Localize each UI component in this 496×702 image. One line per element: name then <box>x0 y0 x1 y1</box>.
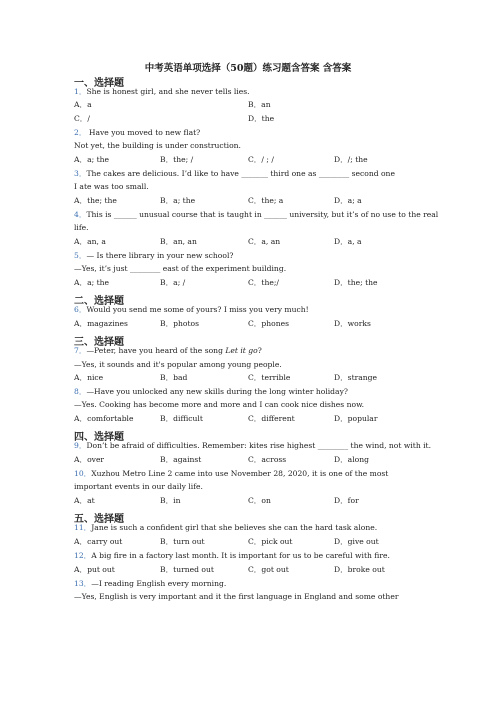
option-c: C．on <box>248 496 271 505</box>
question-number: 4． <box>74 210 87 219</box>
option-b: B．turn out <box>160 537 205 546</box>
question-5-line2: —Yes, it’s just ________ east of the experiment building. <box>74 264 287 273</box>
question-8 <box>74 387 348 397</box>
option-d: D．broke out <box>334 565 385 574</box>
question-text: Have you moved to new flat? <box>86 128 201 137</box>
option-a: A．put out <box>74 565 115 574</box>
question-number: 7． <box>74 346 87 355</box>
option-a: A．comfortable <box>74 414 134 423</box>
question-3-line2: I ate was too small. <box>74 182 149 191</box>
question-text: Xuzhou Metro Line 2 came into use November 28, 2020, it is one of the most <box>91 469 389 478</box>
option-a: A．over <box>74 455 105 464</box>
question-number: 10． <box>74 469 92 478</box>
option-d: D．/; the <box>334 155 368 164</box>
question-number: 13． <box>74 579 92 588</box>
question-number: 6． <box>74 305 87 314</box>
question-number: 1． <box>74 87 87 96</box>
question-text: —Peter, have you heard of the song <box>86 346 226 355</box>
question-text: —Have you unlocked any new skills during the long winter holiday? <box>86 387 348 396</box>
question-text: Jane is such a confident girl that she believes she can the hard task alone. <box>91 523 378 532</box>
option-d: D．the <box>248 114 275 123</box>
question-10 <box>74 469 388 479</box>
option-b: B．in <box>160 496 181 505</box>
question-text: — Is there library in your new school? <box>86 251 234 260</box>
option-d: D．the; the <box>334 278 378 287</box>
question-number: 12． <box>74 551 92 560</box>
question-12 <box>74 551 390 561</box>
option-a: A．a; the <box>74 278 110 287</box>
section-heading-4: 四、选择题 <box>74 432 124 443</box>
option-b: B．photos <box>160 319 200 328</box>
option-d: D．popular <box>334 414 378 423</box>
option-c: C．/ <box>74 114 90 123</box>
question-text: She is honest girl, and she never tells lies. <box>86 87 250 96</box>
option-b: B．difficult <box>160 414 203 423</box>
option-d: D．for <box>334 496 359 505</box>
option-b: B．an <box>248 100 271 109</box>
question-number: 11． <box>74 523 92 532</box>
option-c: C．a, an <box>248 237 281 246</box>
option-a: A．a <box>74 100 92 109</box>
question-number: 5． <box>74 251 87 260</box>
option-a: A．an, a <box>74 237 106 246</box>
option-c: C．/ ; / <box>248 155 274 164</box>
option-c: C．got out <box>248 565 289 574</box>
question-13-line2: —Yes, English is very important and it the first language in England and some other <box>74 592 399 601</box>
question-text: The cakes are delicious. I’d like to have _______ third one as ________ second one <box>86 169 395 178</box>
option-a: A．carry out <box>74 537 123 546</box>
question-text: Don’t be afraid of difficulties. Remember: kites rise highest ________ the wind, not with it. <box>86 441 432 450</box>
option-a: A．nice <box>74 373 104 382</box>
question-text-end: ? <box>257 346 262 355</box>
option-b: B．a; the <box>160 196 196 205</box>
question-2-line2: Not yet, the building is under construction. <box>74 141 241 150</box>
option-b: B．an, an <box>160 237 197 246</box>
option-a: A．a; the <box>74 155 110 164</box>
option-d: D．a, a <box>334 237 362 246</box>
section-heading-1: 一、选择题 <box>74 78 124 89</box>
question-10-line2: important events in our daily life. <box>74 482 203 491</box>
option-c: C．different <box>248 414 295 423</box>
section-heading-3: 三、选择题 <box>74 337 124 348</box>
question-7 <box>74 346 262 356</box>
question-3 <box>74 169 395 179</box>
question-text: A big fire in a factory last month. It is important for us to be careful with fire. <box>91 551 390 560</box>
option-a: A．at <box>74 496 95 505</box>
question-number: 8． <box>74 387 87 396</box>
option-c: C．phones <box>248 319 290 328</box>
question-number: 3． <box>74 169 87 178</box>
question-text: This is ______ unusual course that is taught in ______ university, but it’s of no use to the real <box>86 210 439 219</box>
option-b: B．turned out <box>160 565 214 574</box>
option-d: D．a; a <box>334 196 362 205</box>
question-5 <box>74 251 233 261</box>
option-a: A．the; the <box>74 196 117 205</box>
section-heading-2: 二、选择题 <box>74 296 124 307</box>
option-d: D．give out <box>334 537 379 546</box>
question-8-line2: —Yes. Cooking has become more and more and I can cook nice dishes now. <box>74 400 365 409</box>
option-d: D．along <box>334 455 369 464</box>
option-c: C．pick out <box>248 537 293 546</box>
option-b: B．the; / <box>160 155 194 164</box>
question-6 <box>74 305 309 315</box>
question-11 <box>74 523 377 533</box>
question-1 <box>74 87 250 97</box>
option-c: C．the;/ <box>248 278 279 287</box>
option-c: C．terrible <box>248 373 291 382</box>
question-2 <box>74 128 200 138</box>
question-4-line2: life. <box>74 223 89 232</box>
option-d: D．works <box>334 319 371 328</box>
question-number: 2． <box>74 128 87 137</box>
question-7-line2: —Yes, it sounds and it's popular among young people. <box>74 360 282 369</box>
option-c: C．the; a <box>248 196 284 205</box>
question-13 <box>74 579 226 589</box>
option-d: D．strange <box>334 373 378 382</box>
option-c: C．across <box>248 455 287 464</box>
option-b: B．bad <box>160 373 188 382</box>
option-b: B．a; / <box>160 278 186 287</box>
question-9 <box>74 441 431 451</box>
question-text: Would you send me some of yours? I miss you very much! <box>86 305 309 314</box>
section-heading-5: 五、选择题 <box>74 514 124 525</box>
question-text: —I reading English every morning. <box>91 579 227 588</box>
question-number: 9． <box>74 441 87 450</box>
option-a: A．magazines <box>74 319 128 328</box>
song-title: Let it go <box>225 346 258 355</box>
page-title: 中考英语单项选择（50题）练习题含答案 含答案 <box>144 63 352 74</box>
question-4 <box>74 210 438 220</box>
option-b: B．against <box>160 455 202 464</box>
